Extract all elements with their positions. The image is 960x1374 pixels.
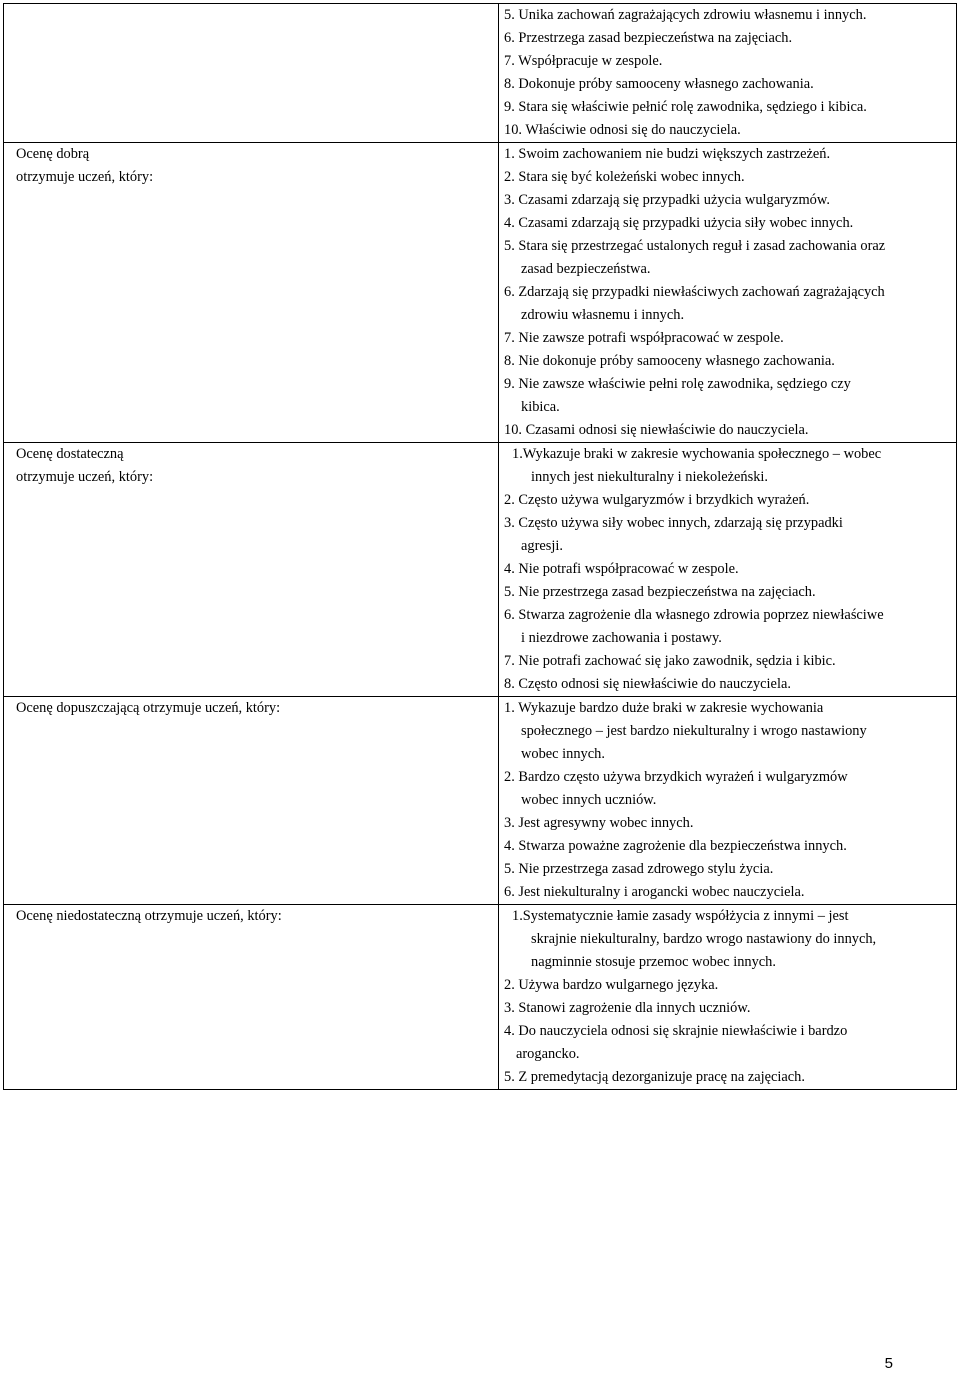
criteria-item-line: innych jest niekulturalny i niekoleżeński. (531, 469, 768, 485)
criteria-item-line: 5. Unika zachowań zagrażających zdrowiu własnemu i innych. (504, 7, 867, 23)
criteria-item-line: 8. Często odnosi się niewłaściwie do nauczyciela. (504, 676, 791, 692)
criteria-item-line: 10. Czasami odnosi się niewłaściwie do nauczyciela. (504, 422, 809, 438)
criteria-item (504, 835, 956, 858)
grade-label-cell (4, 4, 499, 143)
criteria-item-line: 6. Jest niekulturalny i arogancki wobec nauczyciela. (504, 884, 805, 900)
criteria-item-line: 1.Wykazuje braki w zakresie wychowania społecznego – wobec (512, 446, 882, 462)
criteria-item-line: 7. Nie zawsze potrafi współpracować w zespole. (504, 330, 784, 346)
criteria-item (504, 604, 956, 650)
criteria-item-line: arogancko. (516, 1046, 580, 1062)
criteria-item-line: 5. Nie przestrzega zasad bezpieczeństwa na zajęciach. (504, 584, 816, 600)
criteria-item-line: 6. Przestrzega zasad bezpieczeństwa na zajęciach. (504, 30, 793, 46)
criteria-item-line: 6. Stwarza zagrożenie dla własnego zdrowia poprzez niewłaściwe (504, 607, 884, 623)
criteria-list (504, 4, 956, 142)
table-body (4, 4, 957, 1090)
criteria-item (504, 558, 956, 581)
criteria-item-line: zdrowiu własnemu i innych. (521, 307, 685, 323)
criteria-list (504, 905, 956, 1089)
grade-label-line: otrzymuje uczeń, który: (16, 469, 154, 485)
criteria-item (504, 73, 956, 96)
page-number: 5 (884, 1355, 893, 1372)
criteria-item-line: 10. Właściwie odnosi się do nauczyciela. (504, 122, 741, 138)
criteria-item-line: 5. Z premedytacją dezorganizuje pracę na zajęciach. (504, 1069, 805, 1085)
criteria-item (504, 881, 956, 904)
criteria-cell (499, 697, 957, 905)
criteria-item-line: 2. Stara się być koleżeński wobec innych. (504, 169, 745, 185)
criteria-item (504, 212, 956, 235)
criteria-item-line: 1.Systematycznie łamie zasady współżycia z innymi – jest (512, 908, 849, 924)
grade-label-line: Ocenę niedostateczną otrzymuje uczeń, który: (16, 908, 282, 924)
criteria-item-line: 8. Dokonuje próby samooceny własnego zachowania. (504, 76, 814, 92)
grade-label (16, 143, 498, 189)
criteria-item (504, 350, 956, 373)
criteria-item (504, 858, 956, 881)
criteria-item-line: 9. Stara się właściwie pełnić rolę zawodnika, sędziego i kibica. (504, 99, 867, 115)
criteria-item-line: 9. Nie zawsze właściwie pełni rolę zawodnika, sędziego czy (504, 376, 851, 392)
criteria-cell (499, 905, 957, 1090)
criteria-item (504, 189, 956, 212)
criteria-item (504, 512, 956, 558)
criteria-item (504, 673, 956, 696)
criteria-item-line: zasad bezpieczeństwa. (521, 261, 651, 277)
criteria-item (504, 119, 956, 142)
criteria-item-line: wobec innych uczniów. (521, 792, 657, 808)
section-row-grade-insufficient (4, 905, 957, 1090)
criteria-item-line: 2. Używa bardzo wulgarnego języka. (504, 977, 719, 993)
criteria-item-line: 1. Swoim zachowaniem nie budzi większych zastrzeżeń. (504, 146, 831, 162)
criteria-item (504, 96, 956, 119)
criteria-item (504, 27, 956, 50)
criteria-list (504, 697, 956, 904)
criteria-item (504, 766, 956, 812)
criteria-item-line: i niezdrowe zachowania i postawy. (521, 630, 722, 646)
criteria-item-line: 3. Często używa siły wobec innych, zdarzają się przypadki (504, 515, 843, 531)
grade-label-line: Ocenę dostateczną (16, 446, 124, 462)
criteria-item-line: 3. Jest agresywny wobec innych. (504, 815, 694, 831)
criteria-item (504, 281, 956, 327)
grade-label-cell (4, 905, 499, 1090)
criteria-item (504, 1066, 956, 1089)
grade-label (16, 443, 498, 489)
criteria-item-line: skrajnie niekulturalny, bardzo wrogo nastawiony do innych, (531, 931, 877, 947)
criteria-cell (499, 4, 957, 143)
criteria-item (504, 974, 956, 997)
criteria-item-line: 5. Nie przestrzega zasad zdrowego stylu życia. (504, 861, 774, 877)
criteria-item-line: 3. Czasami zdarzają się przypadki użycia wulgaryzmów. (504, 192, 830, 208)
criteria-item-line: 5. Stara się przestrzegać ustalonych reguł i zasad zachowania oraz (504, 238, 886, 254)
criteria-item-line: 4. Do nauczyciela odnosi się skrajnie niewłaściwie i bardzo (504, 1023, 848, 1039)
criteria-item-line: wobec innych. (521, 746, 605, 762)
criteria-item (504, 143, 956, 166)
criteria-item (504, 419, 956, 442)
criteria-item-line: nagminnie stosuje przemoc wobec innych. (531, 954, 776, 970)
criteria-item (504, 697, 956, 766)
section-row-grade-good (4, 143, 957, 443)
section-row-grade-sufficient (4, 697, 957, 905)
criteria-item (504, 812, 956, 835)
criteria-cell (499, 143, 957, 443)
criteria-item-line: 4. Nie potrafi współpracować w zespole. (504, 561, 739, 577)
criteria-item (504, 905, 956, 974)
grade-label (16, 905, 498, 928)
criteria-item-line: społecznego – jest bardzo niekulturalny i wrogo nastawiony (521, 723, 867, 739)
criteria-item-line: 4. Stwarza poważne zagrożenie dla bezpieczeństwa innych. (504, 838, 847, 854)
criteria-item-line: agresji. (521, 538, 563, 554)
criteria-list (504, 143, 956, 442)
criteria-item (504, 443, 956, 489)
criteria-item-line: 7. Nie potrafi zachować się jako zawodnik, sędzia i kibic. (504, 653, 836, 669)
criteria-item (504, 327, 956, 350)
grading-criteria-table (3, 3, 957, 1090)
grade-label (16, 697, 498, 720)
criteria-item (504, 1020, 956, 1066)
grade-label-cell (4, 697, 499, 905)
grade-label-line: otrzymuje uczeń, który: (16, 169, 154, 185)
section-row-grade-satisfactory (4, 443, 957, 697)
criteria-item-line: 4. Czasami zdarzają się przypadki użycia siły wobec innych. (504, 215, 854, 231)
criteria-item (504, 997, 956, 1020)
criteria-item (504, 650, 956, 673)
criteria-item-line: 6. Zdarzają się przypadki niewłaściwych zachowań zagrażających (504, 284, 885, 300)
criteria-item-line: 7. Współpracuje w zespole. (504, 53, 663, 69)
criteria-item (504, 373, 956, 419)
criteria-item-line: 8. Nie dokonuje próby samooceny własnego zachowania. (504, 353, 835, 369)
criteria-item-line: 2. Często używa wulgaryzmów i brzydkich wyrażeń. (504, 492, 810, 508)
grade-label-cell (4, 143, 499, 443)
criteria-item-line: 3. Stanowi zagrożenie dla innych uczniów. (504, 1000, 751, 1016)
criteria-item (504, 4, 956, 27)
criteria-item-line: 1. Wykazuje bardzo duże braki w zakresie wychowania (504, 700, 824, 716)
grade-label-cell (4, 443, 499, 697)
criteria-cell (499, 443, 957, 697)
criteria-list (504, 443, 956, 696)
criteria-item (504, 581, 956, 604)
criteria-item-line: 2. Bardzo często używa brzydkich wyrażeń i wulgaryzmów (504, 769, 848, 785)
criteria-item (504, 50, 956, 73)
grade-label-line: Ocenę dobrą (16, 146, 90, 162)
criteria-item (504, 235, 956, 281)
grade-label-line: Ocenę dopuszczającą otrzymuje uczeń, który: (16, 700, 281, 716)
criteria-item-line: kibica. (521, 399, 560, 415)
criteria-item (504, 489, 956, 512)
section-row-continued (4, 4, 957, 143)
criteria-item (504, 166, 956, 189)
